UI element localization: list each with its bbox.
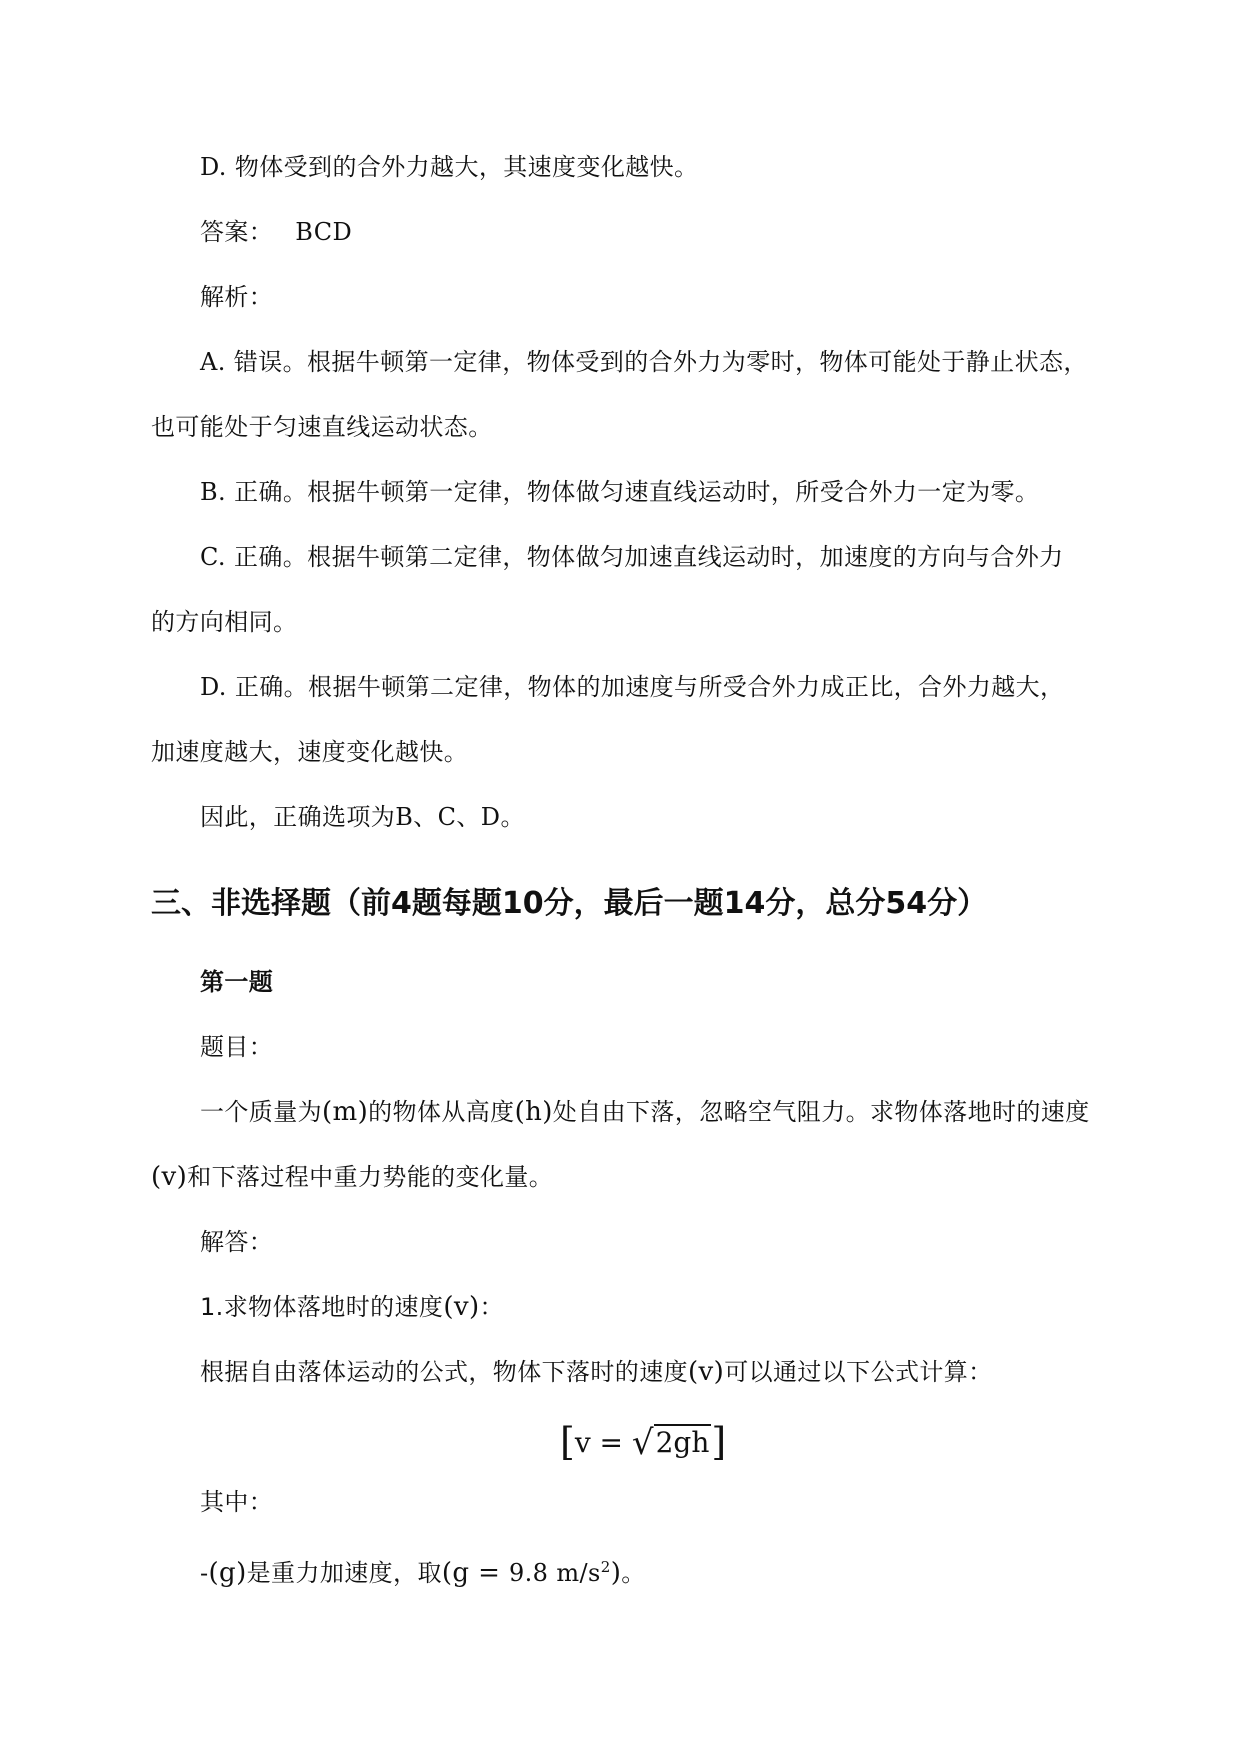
analysis-c-line1: C. 正确。根据牛顿第二定律，物体做匀加速直线运动时，加速度的方向与合外力: [200, 543, 1064, 571]
section-heading: 三、非选择题（前4题每题10分，最后一题14分，总分54分）: [151, 886, 988, 921]
step-1-velocity-symbol: (v): [443, 1292, 480, 1322]
analysis-b-line1: B. 正确。根据牛顿第一定律，物体做匀速直线运动时，所受合外力一定为零。: [200, 478, 1040, 506]
gravity-exponent: 2: [600, 1558, 611, 1576]
formula-lhs: v =: [574, 1426, 632, 1459]
question-1-title: 第一题: [200, 968, 274, 996]
formula-open-bracket: [: [560, 1420, 575, 1464]
step-1-text: 1.求物体落地时的速度: [200, 1293, 444, 1321]
velocity-formula: [560, 1422, 726, 1463]
solution-label: 解答：: [200, 1228, 274, 1256]
step-1-desc-text-1: 根据自由落体运动的公式，物体下落时的速度: [200, 1358, 688, 1386]
step-1-desc-text-2: 可以通过以下公式计算：: [724, 1358, 993, 1386]
step-1-colon: ：: [479, 1293, 504, 1321]
conclusion-text: 因此，正确选项为B、C、D。: [200, 803, 525, 831]
option-d-text: D. 物体受到的合外力越大，其速度变化越快。: [200, 153, 699, 181]
analysis-d-line2: 加速度越大，速度变化越快。: [151, 738, 469, 766]
question-text-3: 处自由下落，忽略空气阻力。求物体落地时的速度: [552, 1098, 1090, 1126]
analysis-a-line1: A. 错误。根据牛顿第一定律，物体受到的合外力为零时，物体可能处于静止状态，: [200, 348, 1088, 376]
analysis-a-line2: 也可能处于匀速直线运动状态。: [151, 413, 493, 441]
step-1-description: [200, 1356, 993, 1388]
question-line2: [151, 1161, 553, 1193]
where-label: 其中：: [200, 1488, 274, 1516]
analysis-d-line1: D. 正确。根据牛顿第二定律，物体的加速度与所受合外力成正比，合外力越大，: [200, 673, 1065, 701]
gravity-symbol: (g): [208, 1558, 247, 1588]
step-1-heading: [200, 1291, 504, 1323]
gravity-definition: [200, 1551, 646, 1589]
answer-label: 答案：: [200, 218, 274, 246]
gravity-text: 是重力加速度，取: [246, 1559, 442, 1587]
mass-symbol: (m): [322, 1097, 369, 1127]
gravity-value: 9.8 m/s: [508, 1559, 601, 1587]
gravity-period: 。: [621, 1559, 646, 1587]
answer-value: BCD: [295, 218, 353, 246]
bullet-dash: -: [200, 1559, 209, 1587]
question-text-2: 的物体从高度: [368, 1098, 515, 1126]
height-symbol: (h): [514, 1097, 553, 1127]
question-label: 题目：: [200, 1033, 274, 1061]
question-line1: [200, 1096, 1090, 1128]
step-1-desc-velocity-symbol: (v): [688, 1357, 725, 1387]
formula-close-bracket: ]: [711, 1420, 727, 1464]
gravity-open: (g =: [441, 1558, 509, 1588]
radical-sign: √: [631, 1423, 654, 1463]
velocity-symbol: (v): [151, 1162, 188, 1192]
analysis-c-line2: 的方向相同。: [151, 608, 298, 636]
question-text-4: 和下落过程中重力势能的变化量。: [187, 1163, 554, 1191]
answer-line: [200, 216, 352, 248]
radicand: 2gh: [655, 1426, 710, 1459]
question-text-1: 一个质量为: [200, 1098, 322, 1126]
square-root: [632, 1423, 711, 1463]
gravity-close: ): [610, 1558, 622, 1588]
analysis-label: 解析：: [200, 283, 274, 311]
